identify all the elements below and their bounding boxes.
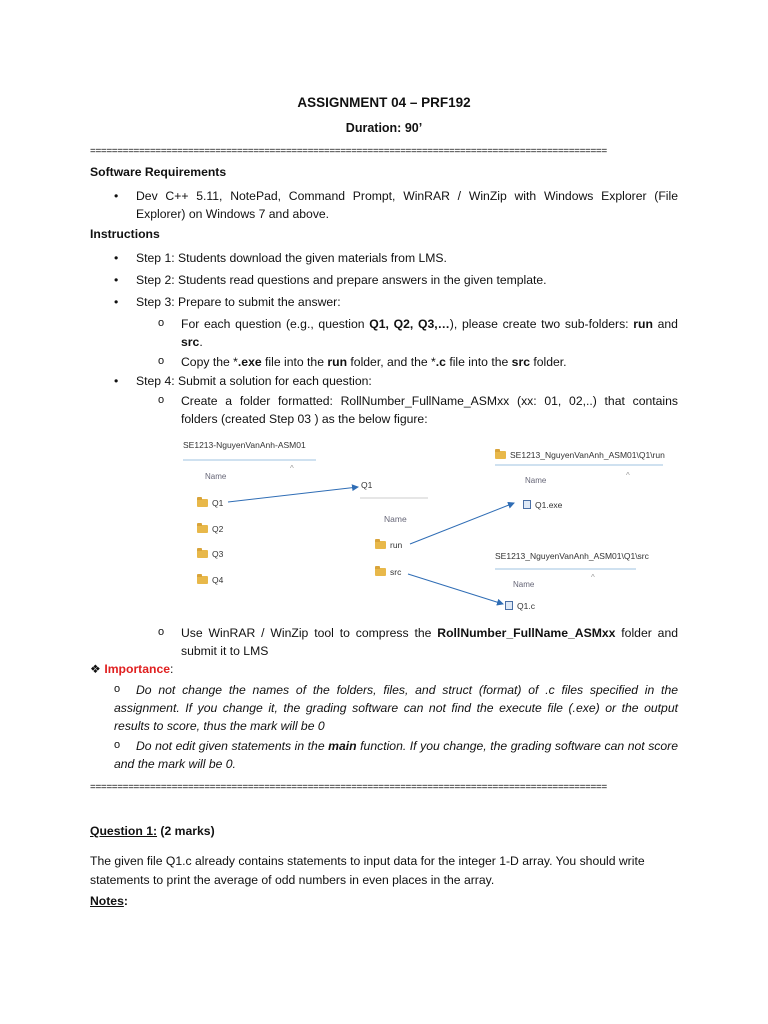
folder-icon: [375, 541, 386, 549]
step-3: Step 3: Prepare to submit the answer:: [136, 295, 341, 309]
importance-note-2: Do not edit given statements in the main function. If you change, the grading software can not score and the mark will be 0.: [114, 739, 678, 771]
src-name-header: Name: [513, 580, 535, 589]
step-2: Step 2: Students read questions and prepare answers in the given template.: [136, 273, 547, 287]
sort-caret-icon: ^: [290, 464, 294, 473]
c-file-item: Q1.c: [505, 601, 535, 611]
run-path: SE1213_NguyenVanAnh_ASM01\Q1\run: [495, 450, 665, 460]
instructions-heading: Instructions: [90, 227, 160, 241]
q1-path: Q1: [361, 480, 373, 490]
sub-bullet-icon: o: [158, 394, 165, 406]
step-4b: Use WinRAR / WinZip tool to compress the RollNumber_FullName_ASMxx folder and submit it to LMS: [181, 626, 678, 658]
importance-note-1: Do not change the names of the folders, files, and struct (format) of .c files specified in the assignment. If you change it, the grading software can not find the execute file (.exe) or the output results to score, thus the mark will be 0: [114, 683, 678, 733]
folder-icon: [197, 525, 208, 533]
folder-item: Q2: [197, 524, 223, 534]
root-path: SE1213-NguyenVanAnh-ASM01: [183, 440, 306, 450]
step-3b: Copy the *.exe file into the run folder, and the *.c file into the src folder.: [181, 355, 567, 369]
bullet-icon: •: [114, 374, 119, 388]
question-1-heading: Question 1: (2 marks): [90, 824, 215, 838]
run-folder-item: run: [375, 540, 402, 550]
importance-heading: ❖ Importance:: [90, 662, 174, 676]
q1-name-header: Name: [384, 514, 407, 524]
assignment-title: ASSIGNMENT 04 – PRF192: [297, 95, 471, 110]
bullet-icon: •: [114, 295, 119, 309]
c-file-icon: [505, 601, 513, 610]
arrow-src: [408, 574, 503, 604]
folder-icon: [197, 576, 208, 584]
name-column-header: Name: [205, 472, 227, 481]
run-name-header: Name: [525, 476, 547, 485]
sub-bullet-icon: o: [158, 626, 165, 638]
separator-rule: ===============================================================================================: [90, 147, 607, 157]
bullet-icon: •: [114, 273, 119, 287]
folder-item: Q1: [197, 498, 223, 508]
folder-icon: [495, 451, 506, 459]
folder-structure-figure: [170, 430, 680, 620]
sub-bullet-icon: o: [158, 355, 165, 367]
sub-bullet-icon: o: [158, 317, 165, 329]
folder-icon: [197, 550, 208, 558]
step-1: Step 1: Students download the given materials from LMS.: [136, 251, 447, 265]
step-4a: Create a folder formatted: RollNumber_FullName_ASMxx (xx: 01, 02,..) that contains folders (created Step 03 ) as the below figure:: [181, 394, 678, 426]
bullet-icon: •: [114, 251, 119, 265]
sub-bullet-icon: o: [114, 739, 121, 751]
folder-item: Q4: [197, 575, 223, 585]
separator-rule: ===============================================================================================: [90, 783, 607, 793]
exe-file-item: Q1.exe: [523, 500, 562, 510]
arrow-q1: [228, 487, 358, 502]
sort-caret-icon: ^: [591, 573, 595, 582]
step-3a: For each question (e.g., question Q1, Q2, Q3,…), please create two sub-folders: run and src.: [181, 317, 678, 349]
diamond-bullet-icon: ❖: [90, 662, 101, 676]
step-4: Step 4: Submit a solution for each question:: [136, 374, 372, 388]
software-heading: Software Requirements: [90, 165, 227, 179]
notes-heading: Notes:: [90, 894, 128, 908]
folder-icon: [375, 568, 386, 576]
question-1-text: The given file Q1.c already contains statements to input data for the integer 1-D array. You should write statements to print the average of odd numbers in even places in the array.: [90, 854, 645, 887]
bullet-icon: •: [114, 189, 119, 203]
arrow-run: [410, 503, 514, 544]
software-item: Dev C++ 5.11, NotePad, Command Prompt, WinRAR / WinZip with Windows Explorer (File Explorer) on Windows 7 and above.: [136, 189, 678, 221]
exe-file-icon: [523, 500, 531, 509]
sub-bullet-icon: o: [114, 683, 121, 695]
sort-caret-icon: ^: [626, 471, 630, 480]
folder-icon: [197, 499, 208, 507]
src-folder-item: src: [375, 567, 401, 577]
duration: Duration: 90’: [345, 121, 423, 135]
folder-item: Q3: [197, 549, 223, 559]
src-path: SE1213_NguyenVanAnh_ASM01\Q1\src: [495, 551, 649, 561]
